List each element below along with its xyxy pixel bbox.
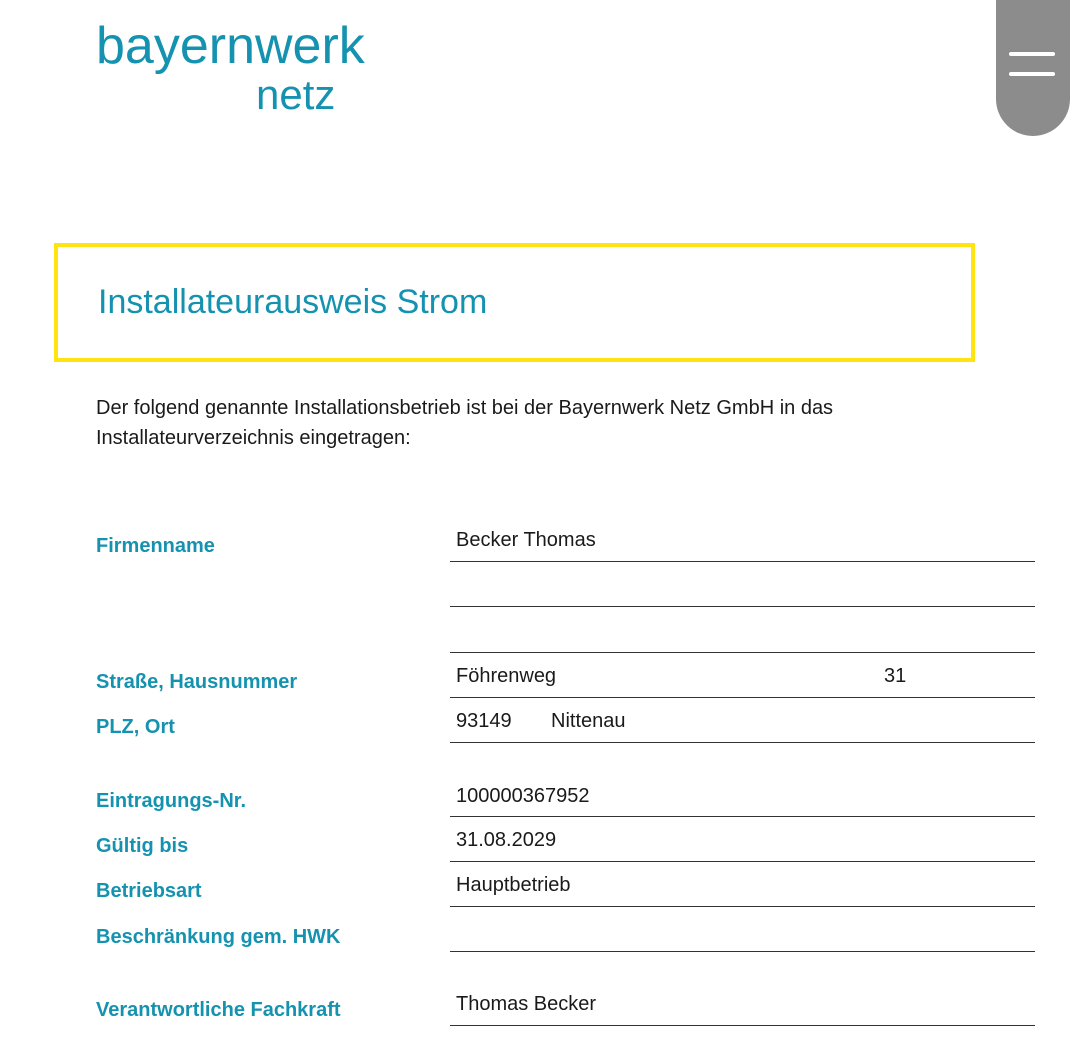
label-fachkraft: Verantwortliche Fachkraft [96,999,341,1021]
rule-betriebsart [450,906,1035,907]
rule-firmenname-3 [450,652,1035,653]
value-gueltig-bis: 31.08.2029 [456,829,557,851]
value-eintragungs-nr: 100000367952 [456,785,590,807]
rule-firmenname-2 [450,606,1035,607]
label-gueltig-bis: Gültig bis [96,835,189,857]
label-firmenname: Firmenname [96,535,215,557]
rule-fachkraft [450,1025,1035,1026]
menu-button[interactable] [996,0,1070,136]
rule-firmenname-1 [450,561,1035,562]
value-ort: Nittenau [551,710,626,732]
value-fachkraft: Thomas Becker [456,993,597,1015]
value-plz: 93149 [456,710,512,732]
label-eintragungs-nr: Eintragungs-Nr. [96,790,247,812]
value-betriebsart: Hauptbetrieb [456,874,571,896]
value-firmenname: Becker Thomas [456,529,596,551]
intro-text: Der folgend genannte Installationsbetrieb ist bei der Bayernwerk Netz GmbH in das Installateurverzeichnis eingetragen: [96,397,834,449]
rule-eintragungs-nr [450,816,1035,817]
label-beschraenkung: Beschränkung gem. HWK [96,926,341,948]
value-strasse: Föhrenweg [456,665,557,687]
bayernwerk-netz-logo [96,17,365,118]
label-strasse: Straße, Hausnummer [96,671,298,693]
rule-strasse [450,697,1035,698]
rule-plz-ort [450,742,1035,743]
logo-wordmark: bayernwerk [96,17,365,75]
rule-gueltig-bis [450,861,1035,862]
title-frame [54,243,975,362]
value-hausnummer: 31 [884,665,907,687]
rule-beschraenkung [450,951,1035,952]
page-title: Installateurausweis Strom [98,283,488,321]
logo-subline: netz [256,71,336,118]
label-plz-ort: PLZ, Ort [96,716,175,738]
label-betriebsart: Betriebsart [96,880,202,902]
